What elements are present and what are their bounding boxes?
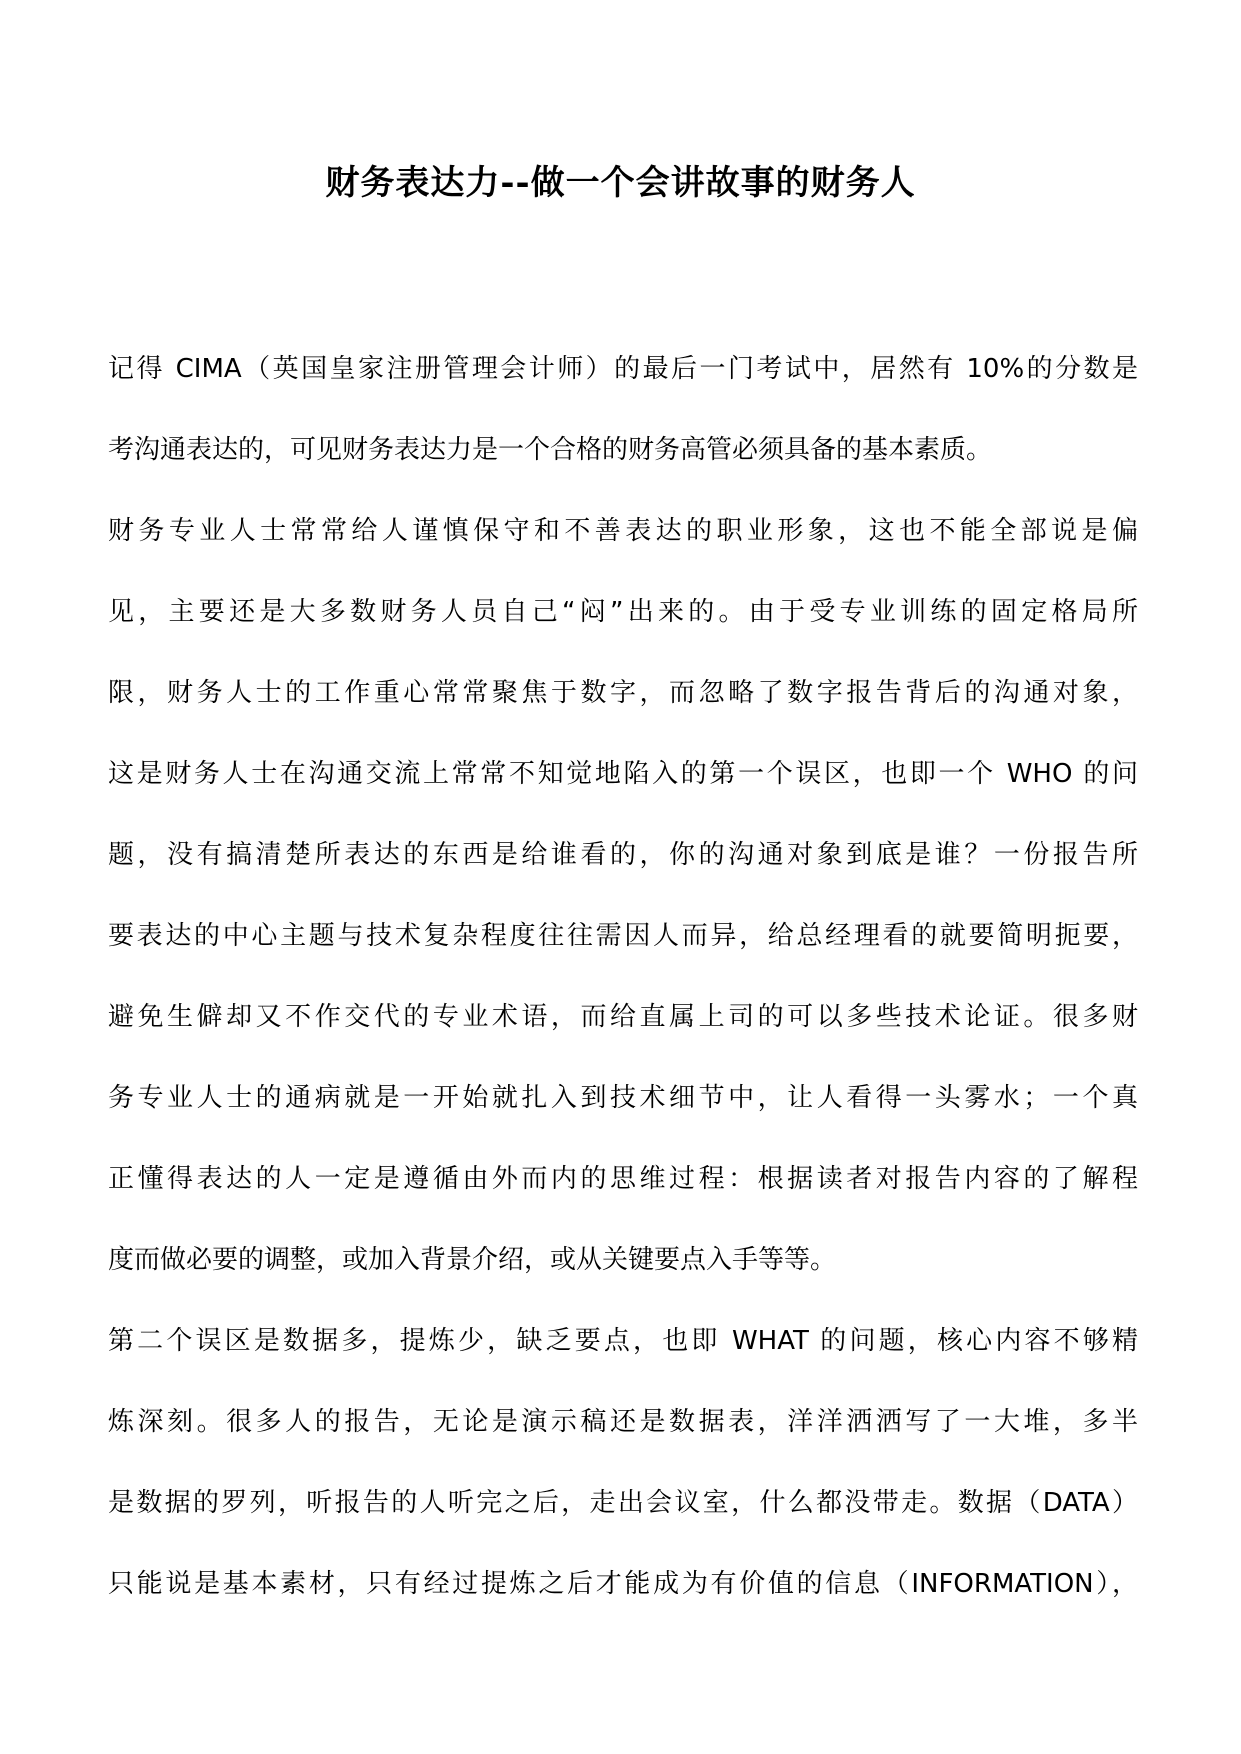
- text-line: 财务专业人士常常给人谨慎保守和不善表达的职业形象，这也不能全部说是偏: [108, 516, 1138, 546]
- text-line: 考沟通表达的，可见财务表达力是一个合格的财务高管必须具备的基本素质。: [108, 435, 993, 465]
- text-line: 正懂得表达的人一定是遵循由外而内的思维过程：根据读者对报告内容的了解程: [108, 1164, 1138, 1194]
- document-title: 财务表达力--做一个会讲故事的财务人: [325, 163, 916, 203]
- text-line: 只能说是基本素材，只有经过提炼之后才能成为有价值的信息（INFORMATION），: [108, 1569, 1138, 1599]
- text-line: 务专业人士的通病就是一开始就扎入到技术细节中，让人看得一头雾水；一个真: [108, 1083, 1138, 1113]
- text-line: 这是财务人士在沟通交流上常常不知觉地陷入的第一个误区，也即一个 WHO 的问: [108, 759, 1138, 789]
- text-line: 题，没有搞清楚所表达的东西是给谁看的，你的沟通对象到底是谁？一份报告所: [108, 840, 1138, 870]
- text-line: 见，主要还是大多数财务人员自己“闷”出来的。由于受专业训练的固定格局所: [108, 597, 1138, 627]
- text-line: 避免生僻却又不作交代的专业术语，而给直属上司的可以多些技术论证。很多财: [108, 1002, 1138, 1032]
- text-line: 炼深刻。很多人的报告，无论是演示稿还是数据表，洋洋洒洒写了一大堆，多半: [108, 1407, 1138, 1437]
- text-line: 记得 CIMA（英国皇家注册管理会计师）的最后一门考试中，居然有 10%的分数是: [108, 354, 1138, 384]
- text-line: 是数据的罗列，听报告的人听完之后，走出会议室，什么都没带走。数据（DATA）: [108, 1488, 1138, 1518]
- text-line: 限，财务人士的工作重心常常聚焦于数字，而忽略了数字报告背后的沟通对象，: [108, 678, 1138, 708]
- text-line: 第二个误区是数据多，提炼少，缺乏要点，也即 WHAT 的问题，核心内容不够精: [108, 1326, 1138, 1356]
- document-body: [108, 340, 1138, 1636]
- text-line: 要表达的中心主题与技术复杂程度往往需因人而异，给总经理看的就要简明扼要，: [108, 921, 1138, 951]
- text-line: 度而做必要的调整，或加入背景介绍，或从关键要点入手等等。: [108, 1245, 837, 1275]
